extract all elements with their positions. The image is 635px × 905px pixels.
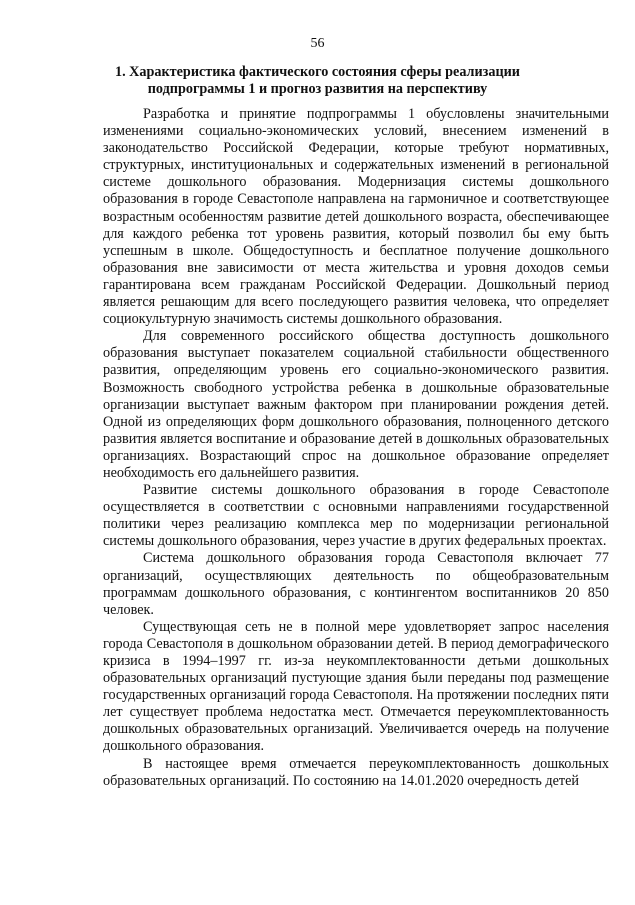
paragraph: Разработка и принятие подпрограммы 1 обусловлены значительными изменениями социально-экономических условий, внесением изменений в законодательство Российской Федерации, которые требуют нормативных, структурных, институциональных и содержательных изменений в региональной системе дошкольного образования. Модернизация системы дошкольного образования в городе Севастополе направлена на гармоничное и соответствующее возрастным особенностям развитие детей дошкольного возраста, обеспечивающее для каждого ребенка тот уровень развития, который позволил бы ему быть успешным в школе. Общедоступность и бесплатное получение дошкольного образования вне зависимости от места жительства и уровня доходов семьи гарантирована всем гражданам Российской Федерации. Дошкольный период является решающим для всего последующего развития человека, что определяет социокультурную значимость системы дошкольного образования. (103, 106, 609, 328)
paragraph: Для современного российского общества доступность дошкольного образования выступает показателем социальной стабильности общественного развития, определяющим уровень его социально-экономического развития. Возможность свободного устройства ребенка в дошкольные образовательные организации выступает важным фактором при планировании рождения детей. Одной из определяющих форм дошкольного образования, полноценного детского развития является воспитание и образование детей в дошкольных образовательных организациях. Возрастающий спрос на дошкольное образование определяет необходимость его дальнейшего развития. (103, 328, 609, 481)
section-heading (0, 64, 635, 98)
page-number: 56 (310, 36, 325, 51)
section-heading-line-1: 1. Характеристика фактического состояния сферы реализации (114, 64, 520, 80)
section-heading-line-2: подпрограммы 1 и прогноз развития на перспективу (147, 81, 488, 97)
paragraph: Развитие системы дошкольного образования в городе Севастополе осуществляется в соответствии с основными направлениями государственной политики через реализацию комплекса мер по модернизации региональной системы дошкольного образования, через участие в других федеральных проектах. (103, 482, 609, 550)
paragraph: Существующая сеть не в полной мере удовлетворяет запрос населения города Севастополя в дошкольном образовании детей. В период демографического кризиса в 1994–1997 гг. из-за неукомплектованности детьми дошкольных образовательных организаций пустующие здания были переданы под размещение государственных организаций города Севастополя. На протяжении последних пяти лет существует проблема недостатка мест. Отмечается переукомплектованность дошкольных образовательных организаций. Увеличивается очередь на получение дошкольного образования. (103, 618, 609, 755)
document-body (103, 106, 609, 790)
paragraph: В настоящее время отмечается переукомплектованность дошкольных образовательных организаций. По состоянию на 14.01.2020 очередность детей (103, 755, 609, 789)
paragraph: Система дошкольного образования города Севастополя включает 77 организаций, осуществляющих деятельность по общеобразовательным программам дошкольного образования, с контингентом воспитанников 20 850 человек. (103, 550, 609, 618)
